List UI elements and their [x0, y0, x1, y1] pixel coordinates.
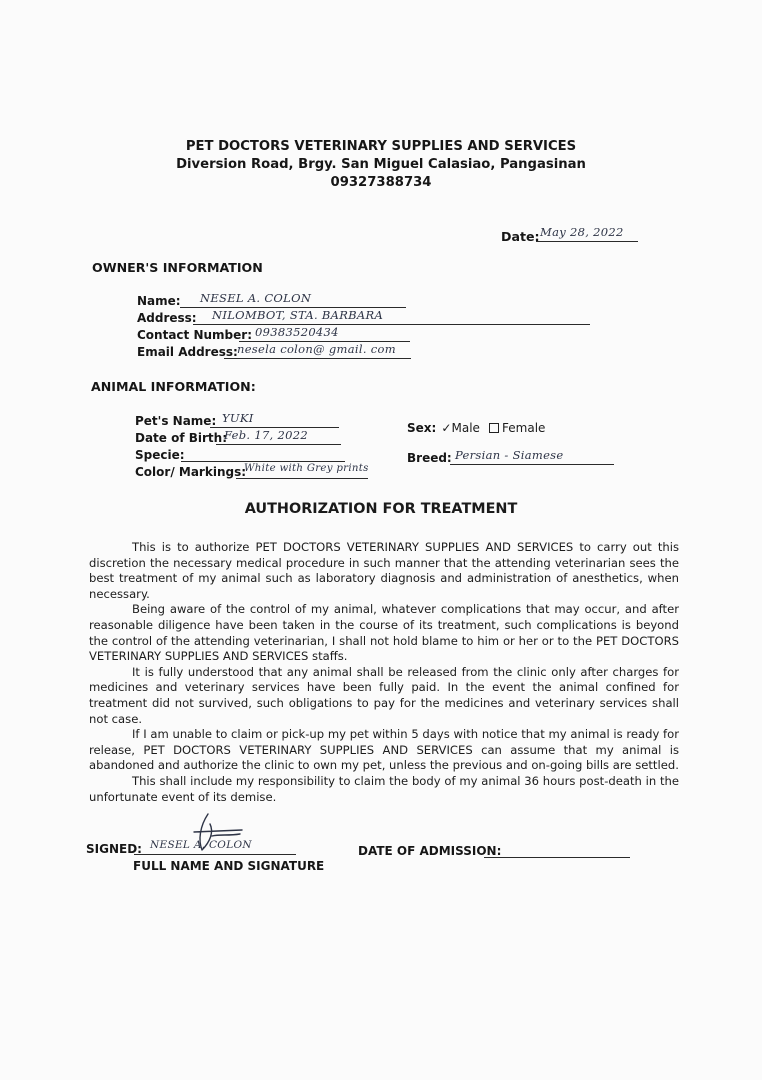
specie-label: Specie:: [135, 448, 185, 462]
color-line: [236, 478, 368, 479]
sex-female: Female: [502, 421, 546, 435]
date-label: Date:: [501, 229, 540, 244]
sex-male: Male: [451, 421, 480, 435]
owner-email-label: Email Address:: [137, 345, 238, 359]
paragraph-5: This shall include my responsibility to claim the body of my animal 36 hours post-death in the unfortunate event of its demise.: [89, 773, 679, 804]
admission-label: DATE OF ADMISSION:: [358, 844, 502, 858]
paragraph-4: If I am unable to claim or pick-up my pet within 5 days with notice that my animal is ready for release, PET DOCTORS VETERINARY SUPPLIES AND SERVICES can assume that my animal is abandoned and authorize the clinic to own my pet, unless the previous and on-going bills are settled.: [89, 727, 679, 773]
color-value: White with Grey prints: [244, 463, 369, 474]
owner-address-value: NILOMBOT, STA. BARBARA: [212, 308, 384, 322]
owner-email-line: [224, 358, 411, 359]
owner-heading: OWNER'S INFORMATION: [92, 260, 263, 275]
breed-value: Persian - Siamese: [455, 448, 564, 462]
specie-line: [181, 461, 345, 462]
pet-name-label: Pet's Name:: [135, 414, 217, 428]
dob-value: Feb. 17, 2022: [224, 428, 308, 442]
owner-email-value: nesela colon@ gmail. com: [237, 342, 396, 356]
sex-field: [407, 417, 545, 436]
paragraph-3: It is fully understood that any animal shall be released from the clinic only after charges for medicines and veterinary services have been fully paid. In the event the animal confined for treatment did not survived, such obligations to pay for the medicines and veterinary services shall not case.: [89, 664, 679, 726]
pet-name-value: YUKI: [222, 411, 254, 425]
sex-label: Sex:: [407, 421, 437, 435]
owner-address-label: Address:: [137, 311, 197, 325]
male-check-icon: ✓: [441, 421, 452, 435]
owner-name-label: Name:: [137, 294, 181, 308]
date-value: May 28, 2022: [540, 225, 624, 239]
date-line: [536, 241, 638, 242]
company-name: PET DOCTORS VETERINARY SUPPLIES AND SERVICES: [185, 139, 577, 154]
paragraph-1: This is to authorize PET DOCTORS VETERINARY SUPPLIES AND SERVICES to carry out this discretion the necessary medical procedure in such manner that the attending veterinarian sees the best treatment of my animal such as laboratory diagnosis and administration of anesthetics, when necessary.: [89, 540, 679, 601]
animal-heading: ANIMAL INFORMATION:: [91, 379, 256, 394]
company-address: Diversion Road, Brgy. San Miguel Calasiao, Pangasinan: [176, 157, 586, 172]
owner-contact-value: 09383520434: [255, 325, 339, 339]
owner-contact-label: Contact Number:: [137, 328, 252, 342]
dob-label: Date of Birth:: [135, 431, 228, 445]
company-phone: 09327388734: [330, 175, 432, 190]
breed-line: [450, 464, 614, 465]
owner-address-line: [193, 324, 590, 325]
authorization-title: AUTHORIZATION FOR TREATMENT: [244, 501, 518, 517]
female-checkbox-icon: [489, 423, 499, 433]
owner-name-value: NESEL A. COLON: [200, 291, 312, 305]
breed-label: Breed:: [407, 451, 452, 465]
paragraph-2: Being aware of the control of my animal, whatever complications that may occur, and after reasonable diligence have been taken in the course of its treatment, such complications is beyond the control of the attending veterinarian, I shall not hold blame to him or her or to the PET DOCTORS VETERINARY SUPPLIES AND SERVICES staffs.: [89, 602, 679, 664]
signature-caption: FULL NAME AND SIGNATURE: [133, 859, 325, 873]
signed-label: SIGNED:: [86, 842, 142, 856]
dob-line: [216, 444, 341, 445]
color-label: Color/ Markings:: [135, 465, 247, 479]
admission-line: [484, 857, 630, 858]
authorization-body: [89, 540, 679, 805]
signed-name-value: NESEL A. COLON: [150, 839, 252, 851]
